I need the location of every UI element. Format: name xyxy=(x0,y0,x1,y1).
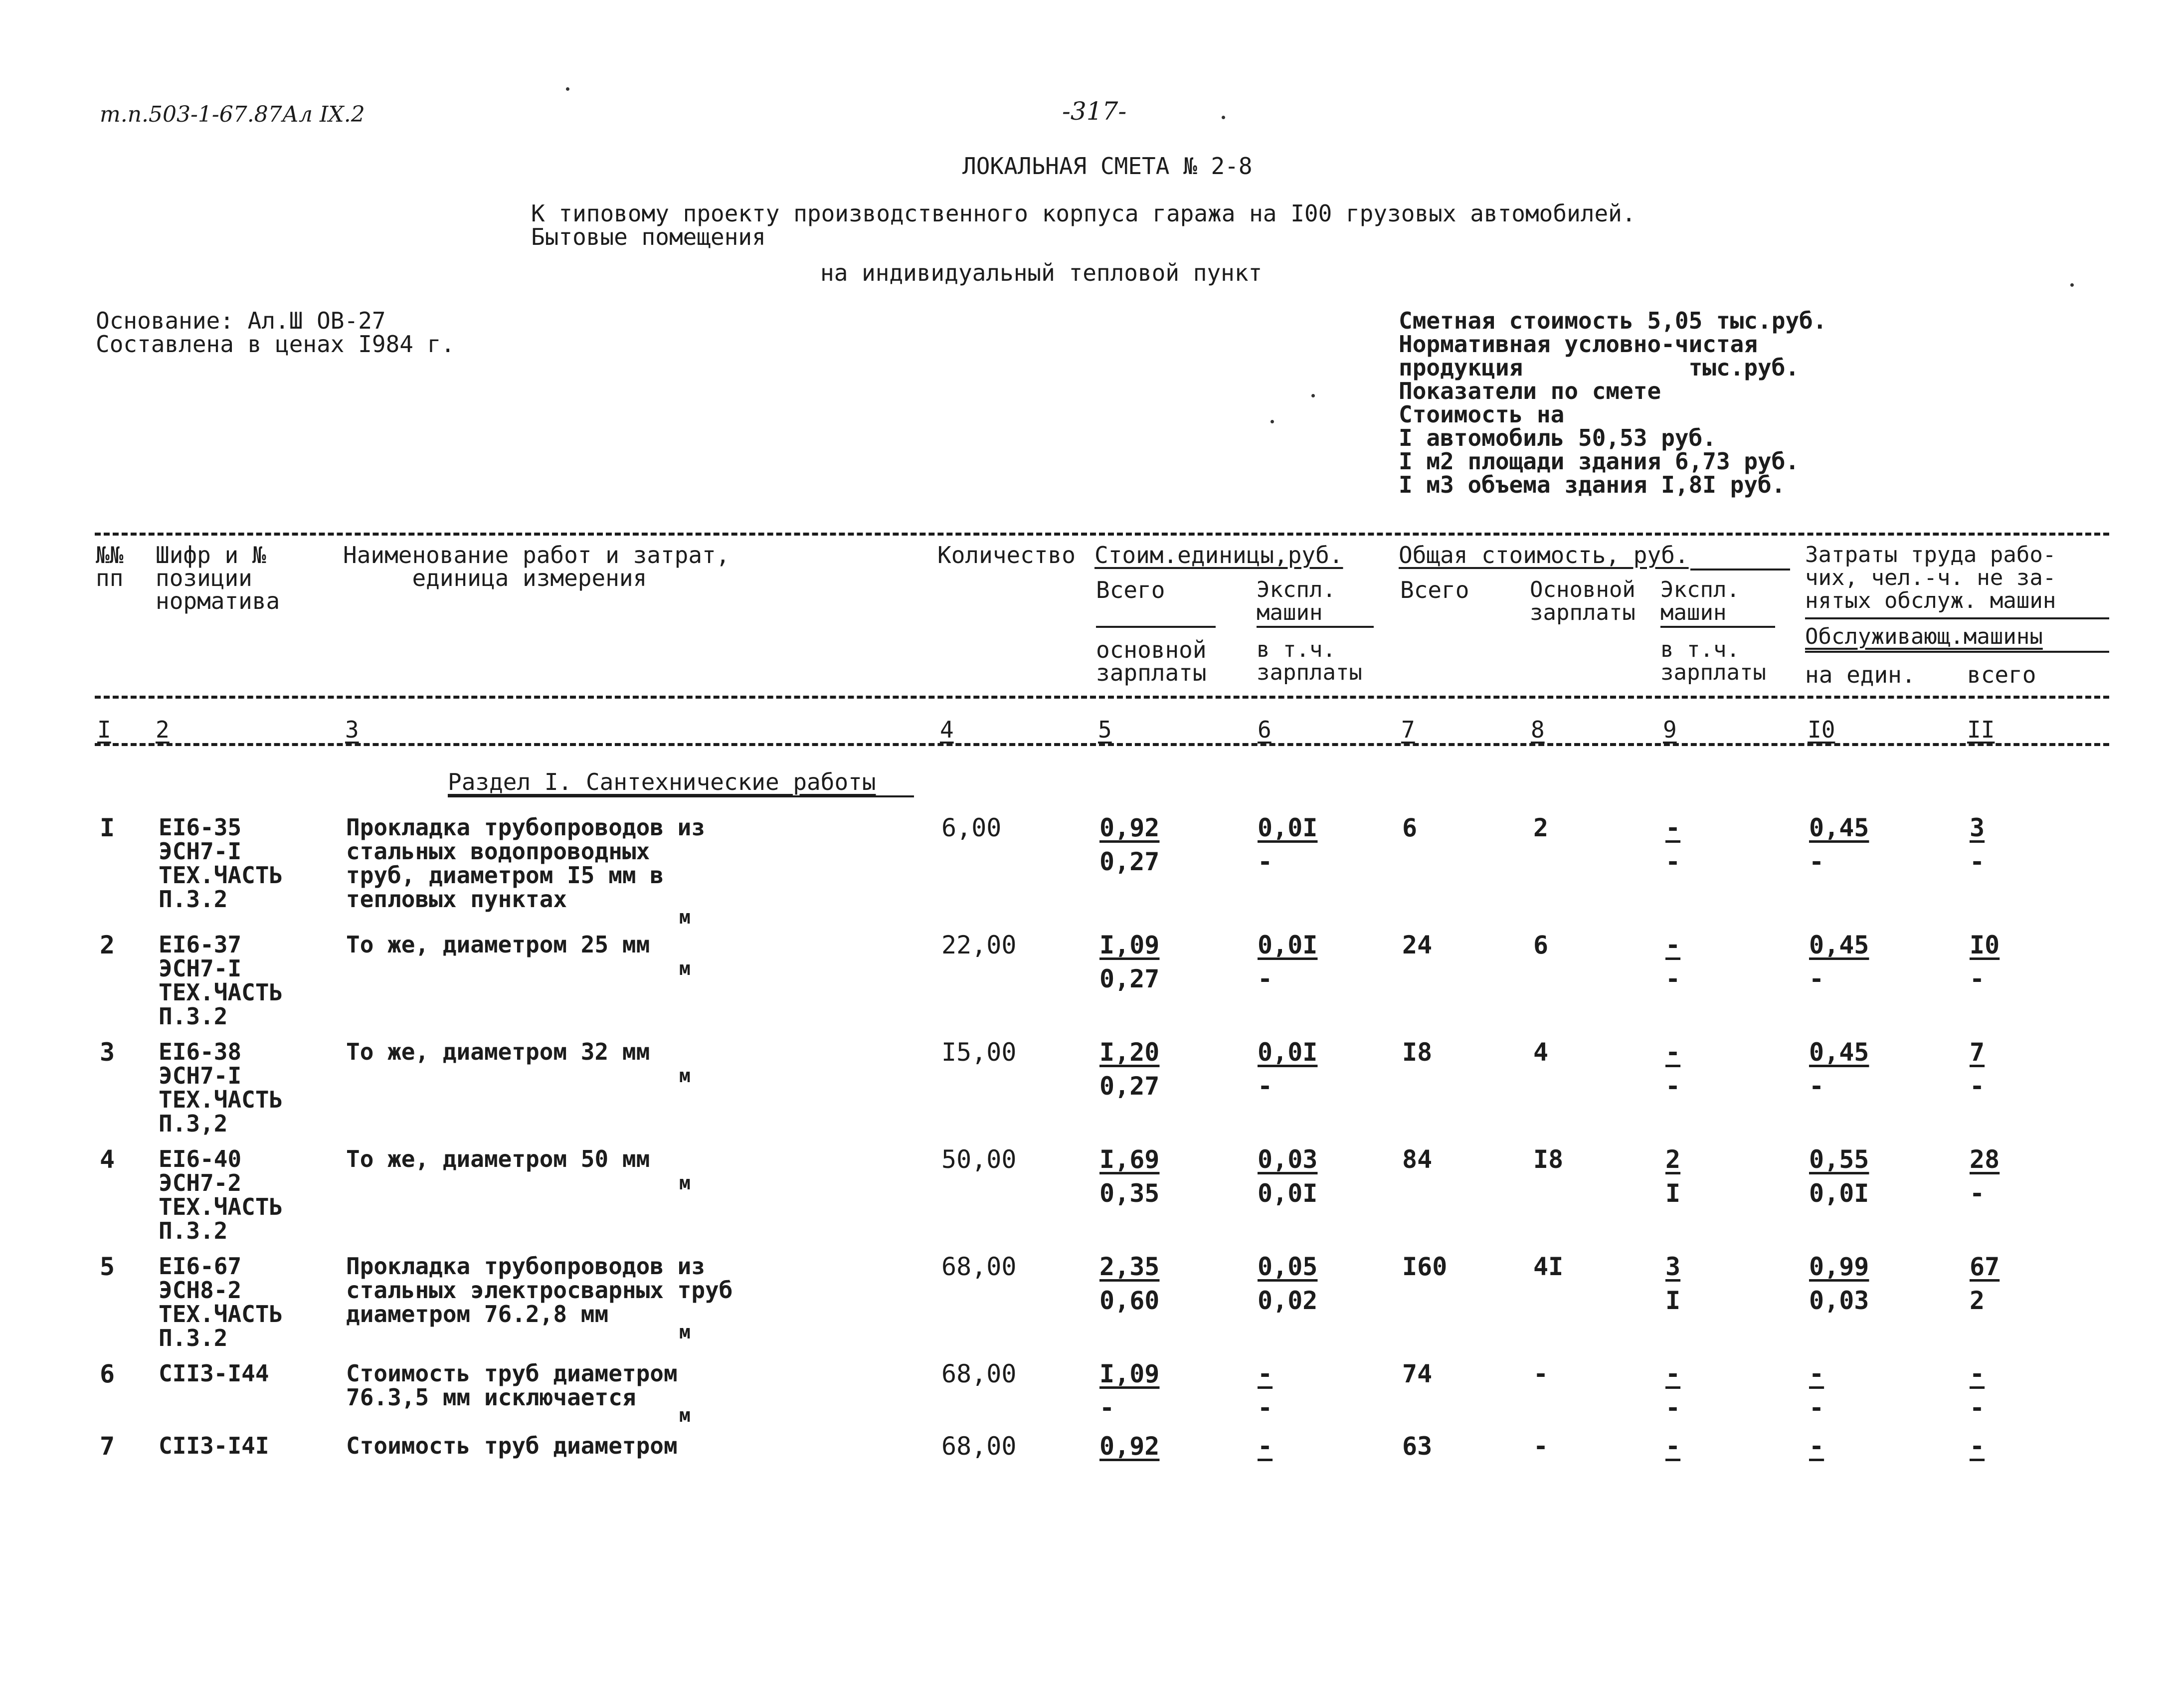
row-c7: I8 xyxy=(1402,1038,1433,1067)
summary-line-1: Сметная стоимость 5,05 тыс.руб. xyxy=(1399,307,1827,334)
colnum-11: II xyxy=(1967,716,1995,743)
summary-line-6: I автомобиль 50,53 руб. xyxy=(1399,424,1716,451)
row-c6b: - xyxy=(1258,1072,1273,1101)
row-code: ЕI6-35 ЭСН7-I ТЕХ.ЧАСТЬ П.3.2 xyxy=(159,814,283,913)
row-c6b: 0,0I xyxy=(1258,1179,1318,1208)
row-c5a: 0,92 xyxy=(1099,1432,1160,1461)
row-c7: 63 xyxy=(1402,1432,1433,1461)
row-c6a: 0,0I xyxy=(1258,813,1318,842)
summary-line-2: Нормативная условно-чистая xyxy=(1399,331,1758,358)
row-c5a: I,09 xyxy=(1099,931,1160,959)
row-c10b: 0,03 xyxy=(1809,1286,1869,1315)
header-total-wage: Основной зарплаты xyxy=(1530,577,1635,625)
row-quantity: 68,00 xyxy=(941,1432,1017,1461)
row-c10a: 0,99 xyxy=(1809,1252,1869,1281)
section-title: Раздел I. Сантехнические работы xyxy=(448,768,876,795)
row-code: ЕI6-67 ЭСН8-2 ТЕХ.ЧАСТЬ П.3.2 xyxy=(159,1253,283,1351)
row-c5b: 0,27 xyxy=(1099,1072,1160,1101)
header-unit-total: Всего xyxy=(1096,576,1165,603)
row-c10b: 0,0I xyxy=(1809,1179,1869,1208)
header-unit-machines-rule xyxy=(1257,626,1374,628)
subtitle-line-1: К типовому проекту производственного корпуса гаража на I00 грузовых автомобилей. xyxy=(531,200,1636,227)
colnum-2: 2 xyxy=(156,716,170,743)
row-unit: м xyxy=(679,1321,691,1343)
row-c9b: I xyxy=(1665,1179,1681,1208)
header-labor: Затраты труда рабо- чих, чел.-ч. не за- нятых обслуж. машин xyxy=(1805,542,2056,613)
header-labor-per-unit: на един. xyxy=(1805,661,1916,688)
row-c6a: - xyxy=(1258,1359,1273,1388)
row-c10a: 0,45 xyxy=(1809,1038,1869,1067)
row-c10a: - xyxy=(1809,1432,1824,1461)
header-total-cost: Общая стоимость, руб. xyxy=(1399,542,1689,569)
header-unit-total-rule xyxy=(1096,626,1216,628)
row-c9a: - xyxy=(1665,813,1681,842)
row-code: ЕI6-40 ЭСН7-2 ТЕХ.ЧАСТЬ П.3.2 xyxy=(159,1145,283,1244)
row-name: Прокладка трубопроводов из стальных водопроводных труб, диаметром I5 мм в тепловых пунктах xyxy=(346,814,706,913)
row-c9a: - xyxy=(1665,1432,1681,1461)
row-number: 3 xyxy=(100,1038,115,1067)
column-number-rule xyxy=(95,743,2109,746)
row-unit: м xyxy=(679,1404,691,1426)
row-c6b: - xyxy=(1258,964,1273,993)
row-c9a: 2 xyxy=(1665,1145,1681,1174)
header-labor-serving-rule xyxy=(1805,651,2109,653)
row-c11a: 28 xyxy=(1970,1145,2000,1174)
row-quantity: I5,00 xyxy=(941,1038,1017,1067)
row-c6b: - xyxy=(1258,1393,1273,1422)
row-c8: - xyxy=(1533,1359,1549,1388)
row-c11a: - xyxy=(1970,1359,1985,1388)
row-unit: м xyxy=(679,1065,691,1087)
row-c11b: - xyxy=(1970,847,1985,876)
summary-line-4: Показатели по смете xyxy=(1399,378,1661,404)
header-total-machines-rule xyxy=(1660,626,1775,628)
row-name: Прокладка трубопроводов из стальных электросварных труб диаметром 76.2,8 мм xyxy=(346,1253,733,1328)
row-c5a: 0,92 xyxy=(1099,813,1160,842)
row-number: 6 xyxy=(100,1359,115,1388)
summary-line-8: I м3 объема здания I,8I руб. xyxy=(1399,471,1786,498)
summary-line-5: Стоимость на xyxy=(1399,401,1565,428)
row-code: ЕI6-38 ЭСН7-I ТЕХ.ЧАСТЬ П.3,2 xyxy=(159,1038,283,1137)
row-name: То же, диаметром 50 мм xyxy=(346,1145,650,1172)
scan-speck xyxy=(566,87,569,91)
header-col-name: Наименование работ и затрат, единица измерения xyxy=(343,542,730,591)
header-unit-machines: Экспл. машин xyxy=(1257,577,1336,625)
row-c7: 6 xyxy=(1402,813,1418,842)
row-c6a: 0,05 xyxy=(1258,1252,1318,1281)
row-name: То же, диаметром 32 мм xyxy=(346,1038,650,1065)
row-c11a: 67 xyxy=(1970,1252,2000,1281)
row-number: I xyxy=(100,813,115,842)
row-c11a: - xyxy=(1970,1432,1985,1461)
row-c11b: - xyxy=(1970,964,1985,993)
row-unit: м xyxy=(679,1172,691,1194)
row-unit: м xyxy=(679,906,691,928)
row-c5b: 0,27 xyxy=(1099,847,1160,876)
basis-line-1: Основание: Ал.Ш ОВ-27 xyxy=(96,307,386,334)
row-c10b: - xyxy=(1809,1393,1824,1422)
row-c5a: I,69 xyxy=(1099,1145,1160,1174)
summary-line-7: I м2 площади здания 6,73 руб. xyxy=(1399,448,1800,475)
row-c7: 84 xyxy=(1402,1145,1433,1174)
row-c8: 2 xyxy=(1533,813,1549,842)
header-unit-total-wage: основной зарплаты xyxy=(1096,636,1207,686)
row-c11b: 2 xyxy=(1970,1286,1985,1315)
row-name: Стоимость труб диаметром 76.3,5 мм исключается xyxy=(346,1360,678,1411)
row-c9b: - xyxy=(1665,847,1681,876)
header-labor-total: всего xyxy=(1967,661,2036,688)
row-unit: м xyxy=(679,957,691,979)
row-c10a: 0,45 xyxy=(1809,931,1869,959)
header-labor-serving: Обслуживающ.машины xyxy=(1805,624,2043,649)
row-c9a: - xyxy=(1665,1359,1681,1388)
row-name: Стоимость труб диаметром xyxy=(346,1432,678,1459)
row-c9a: - xyxy=(1665,1038,1681,1067)
row-c5b: 0,35 xyxy=(1099,1179,1160,1208)
row-c8: 4 xyxy=(1533,1038,1549,1067)
scan-speck xyxy=(1311,394,1315,397)
row-c6a: 0,0I xyxy=(1258,931,1318,959)
colnum-6: 6 xyxy=(1258,716,1271,743)
row-c9b: - xyxy=(1665,1072,1681,1101)
colnum-10: I0 xyxy=(1808,716,1835,743)
row-c11b: - xyxy=(1970,1393,1985,1422)
scan-speck xyxy=(1222,116,1225,119)
colnum-9: 9 xyxy=(1663,716,1677,743)
row-quantity: 50,00 xyxy=(941,1145,1017,1174)
colnum-3: 3 xyxy=(345,716,359,743)
row-c8: - xyxy=(1533,1432,1549,1461)
row-quantity: 68,00 xyxy=(941,1359,1017,1388)
row-c8: 6 xyxy=(1533,931,1549,959)
header-col-quantity: Количество xyxy=(937,542,1076,569)
row-c7: I60 xyxy=(1402,1252,1448,1281)
row-c10b: - xyxy=(1809,847,1824,876)
document-stamp: т.п.503-1-67.87Ал IX.2 xyxy=(100,102,365,127)
header-col-number: №№ пп xyxy=(96,542,124,591)
row-c10a: 0,55 xyxy=(1809,1145,1869,1174)
row-c7: 74 xyxy=(1402,1359,1433,1388)
row-c9b: I xyxy=(1665,1286,1681,1315)
row-c10b: - xyxy=(1809,964,1824,993)
row-number: 7 xyxy=(100,1432,115,1461)
header-unit-cost: Стоим.единицы,руб. xyxy=(1094,542,1343,569)
colnum-4: 4 xyxy=(940,716,954,743)
row-c6a: 0,0I xyxy=(1258,1038,1318,1067)
basis-line-2: Составлена в ценах I984 г. xyxy=(96,331,455,358)
row-c8: 4I xyxy=(1533,1252,1564,1281)
document-title: ЛОКАЛЬНАЯ СМЕТА № 2-8 xyxy=(962,153,1253,180)
table-top-rule xyxy=(95,533,2109,536)
header-col-code: Шифр и № позиции норматива xyxy=(156,542,280,614)
row-c6b: - xyxy=(1258,847,1273,876)
colnum-1: I xyxy=(97,716,111,743)
row-c9b: - xyxy=(1665,1393,1681,1422)
header-total-machines: Экспл. машин xyxy=(1660,577,1740,625)
scan-speck xyxy=(2070,283,2074,287)
row-code: ЕI6-37 ЭСН7-I ТЕХ.ЧАСТЬ П.3.2 xyxy=(159,931,283,1030)
section-title-rule xyxy=(448,795,914,797)
header-unit-machines-wage: в т.ч. зарплаты xyxy=(1257,637,1362,685)
subtitle-line-2: Бытовые помещения xyxy=(531,223,766,250)
row-c10a: - xyxy=(1809,1359,1824,1388)
row-c6b: 0,02 xyxy=(1258,1286,1318,1315)
row-number: 2 xyxy=(100,931,115,959)
row-c10b: - xyxy=(1809,1072,1824,1101)
row-c6a: - xyxy=(1258,1432,1273,1461)
summary-line-3: продукция тыс.руб. xyxy=(1399,354,1800,381)
row-code: СII3-I44 xyxy=(159,1360,269,1387)
subtitle-line-3: на индивидуальный тепловой пункт xyxy=(820,259,1263,286)
row-code: СII3-I4I xyxy=(159,1432,269,1459)
colnum-5: 5 xyxy=(1098,716,1112,743)
row-c5b: - xyxy=(1099,1393,1115,1422)
row-c11a: 3 xyxy=(1970,813,1985,842)
row-c11b: - xyxy=(1970,1072,1985,1101)
row-c5b: 0,60 xyxy=(1099,1286,1160,1315)
header-total-all: Всего xyxy=(1400,576,1469,603)
row-c9a: 3 xyxy=(1665,1252,1681,1281)
row-quantity: 6,00 xyxy=(941,813,1002,842)
row-name: То же, диаметром 25 мм xyxy=(346,931,650,958)
row-c11b: - xyxy=(1970,1179,1985,1208)
colnum-8: 8 xyxy=(1531,716,1545,743)
row-c5b: 0,27 xyxy=(1099,964,1160,993)
row-c5a: 2,35 xyxy=(1099,1252,1160,1281)
page-number: -317- xyxy=(1062,97,1127,126)
table-header-rule xyxy=(95,696,2109,699)
row-c10a: 0,45 xyxy=(1809,813,1869,842)
header-total-machines-wage: в т.ч. зарплаты xyxy=(1660,637,1766,685)
row-quantity: 22,00 xyxy=(941,931,1017,959)
row-c11a: I0 xyxy=(1970,931,2000,959)
header-total-cost-rule xyxy=(1690,569,1790,570)
row-quantity: 68,00 xyxy=(941,1252,1017,1281)
row-number: 4 xyxy=(100,1145,115,1174)
row-c9b: - xyxy=(1665,964,1681,993)
row-c7: 24 xyxy=(1402,931,1433,959)
row-c5a: I,20 xyxy=(1099,1038,1160,1067)
row-c5a: I,09 xyxy=(1099,1359,1160,1388)
row-number: 5 xyxy=(100,1252,115,1281)
row-c11a: 7 xyxy=(1970,1038,1985,1067)
row-c9a: - xyxy=(1665,931,1681,959)
header-labor-rule xyxy=(1805,617,2109,619)
row-c8: I8 xyxy=(1533,1145,1564,1174)
scan-speck xyxy=(1271,420,1274,423)
colnum-7: 7 xyxy=(1401,716,1415,743)
row-c6a: 0,03 xyxy=(1258,1145,1318,1174)
